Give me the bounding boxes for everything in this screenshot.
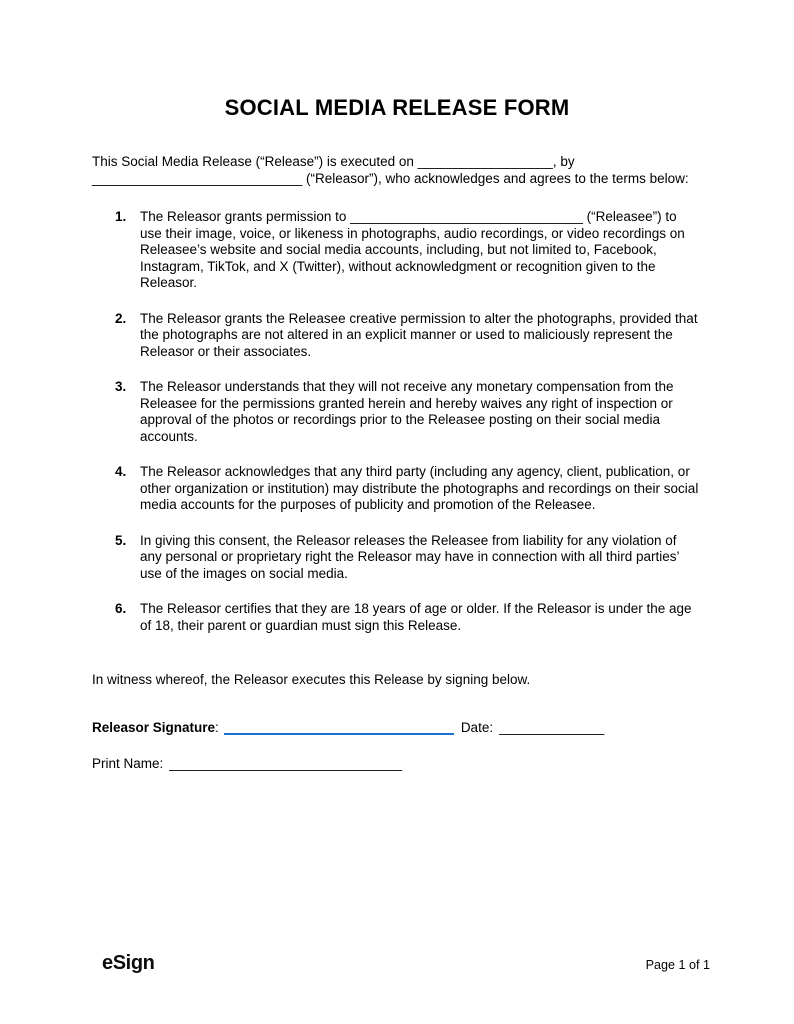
clause-text: (“Releasee”) to use their image, voice, or likeness in photographs, audio recordings, or video recordings on Releasee’s website and social media accounts, including, but not limited to, Facebook, Instagram, TikTok, and X (Twitter), without acknowledgment or recognition given to the Releasor.	[140, 209, 685, 290]
blank-releasor-name[interactable]: ____________________________	[92, 170, 303, 186]
print-name-label: Print Name:	[92, 756, 164, 771]
list-item	[92, 379, 702, 445]
item-text: The Releasor certifies that they are 18 years of age or older. If the Releasor is under the age of 18, their parent or guardian must sign this Release.	[140, 601, 692, 633]
list-item	[92, 209, 702, 292]
witness-paragraph: In witness whereof, the Releasor executes this Release by signing below.	[92, 672, 531, 687]
list-item	[92, 533, 702, 583]
clause-text: The Releasor grants permission to	[140, 209, 351, 224]
page-title: SOCIAL MEDIA RELEASE FORM	[224, 95, 570, 120]
intro-text: (“Releasor”), who acknowledges and agrees to the terms below:	[302, 170, 689, 186]
item-number: 5.	[115, 532, 127, 548]
releasor-signature-label: Releasor Signature	[92, 719, 216, 735]
item-number: 4.	[115, 464, 127, 479]
print-name-row	[92, 756, 702, 773]
list-item	[92, 601, 702, 634]
page-indicator: Page 1 of 1	[645, 958, 710, 972]
print-name-blank[interactable]: _______________________________	[169, 756, 403, 771]
item-number: 1.	[115, 209, 127, 224]
numbered-clause-list	[92, 209, 702, 634]
list-item	[92, 311, 702, 361]
esign-logo: eSign	[102, 952, 155, 974]
blank-execution-date[interactable]: __________________	[417, 154, 553, 169]
list-item	[92, 464, 702, 514]
item-text: The Releasor grants the Releasee creative permission to alter the photographs, provided that the photographs are not altered in an explicit manner or used to maliciously represent the Releasor or their associates.	[140, 310, 698, 359]
document-page	[92, 0, 702, 773]
item-text: In giving this consent, the Releasor releases the Releasee from liability for any violation of any personal or proprietary right the Releasor may have in connection with all third parties’ use of the images on social media.	[140, 532, 680, 581]
intro-text: , by	[552, 154, 575, 169]
intro-paragraph	[92, 154, 702, 187]
signature-line[interactable]	[224, 720, 454, 735]
item-text	[140, 209, 702, 292]
item-text: The Releasor understands that they will not receive any monetary compensation from the Releasee for the permissions granted herein and hereby waives any right of inspection or approval of the photos or recordings prior to the Releasee posting on their social media accounts.	[140, 379, 674, 444]
item-text: The Releasor acknowledges that any third party (including any agency, client, publication, or other organization or institution) may distribute the photographs and recordings on their social media accounts for the purposes of publicity and promotion of the Releasee.	[140, 464, 699, 512]
blank-releasee-name[interactable]: _______________________________	[350, 209, 583, 224]
intro-text: This Social Media Release (“Release”) is executed on	[92, 154, 418, 169]
item-number: 3.	[115, 379, 127, 394]
item-number: 2.	[115, 310, 127, 326]
label-colon: :	[215, 719, 219, 735]
item-number: 6.	[115, 601, 127, 616]
signature-row	[92, 720, 702, 737]
date-label: Date:	[460, 719, 494, 735]
date-blank[interactable]: ______________	[499, 719, 605, 735]
